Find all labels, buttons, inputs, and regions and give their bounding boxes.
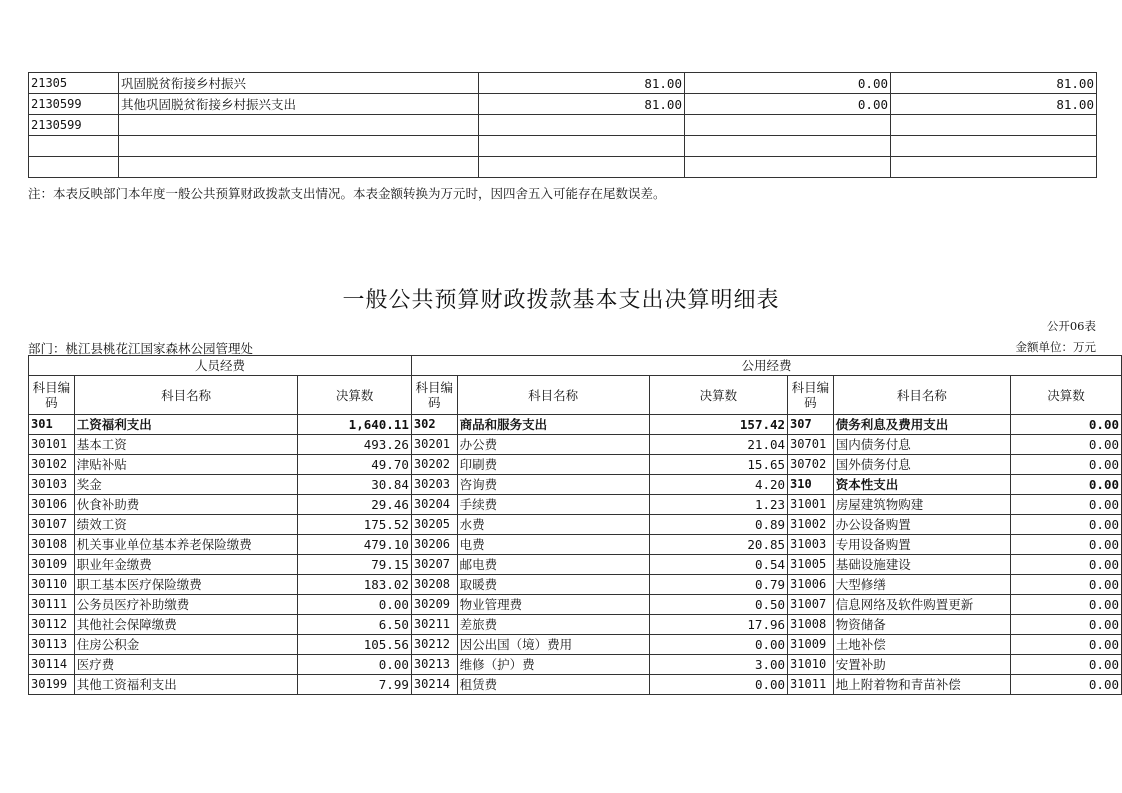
table-row <box>29 73 1097 94</box>
col-header-code: 科目编码 <box>29 376 75 415</box>
cell-c-code: 30702 <box>788 455 834 475</box>
cell-a-code: 30110 <box>29 575 75 595</box>
cell-a-code: 30106 <box>29 495 75 515</box>
cell-c-code: 31002 <box>788 515 834 535</box>
cell-a-name: 奖金 <box>74 475 298 495</box>
cell-c-code: 31001 <box>788 495 834 515</box>
cell-c-name: 土地补偿 <box>833 635 1010 655</box>
cell-b-val: 15.65 <box>649 455 787 475</box>
cell-a-val: 493.26 <box>298 435 411 455</box>
col-header-name: 科目名称 <box>74 376 298 415</box>
row-value-3: 81.00 <box>891 73 1097 94</box>
table-row <box>29 415 1122 435</box>
row-value-3: 81.00 <box>891 94 1097 115</box>
row-value-2: 0.00 <box>685 73 891 94</box>
row-name: 巩固脱贫衔接乡村振兴 <box>119 73 479 94</box>
cell-b-val: 0.79 <box>649 575 787 595</box>
cell-c-code: 31009 <box>788 635 834 655</box>
cell-c-code: 31006 <box>788 575 834 595</box>
row-value-1: 81.00 <box>479 73 685 94</box>
cell-b-code: 30212 <box>411 635 457 655</box>
cell-b-name: 租赁费 <box>457 675 649 695</box>
cell-a-code: 30101 <box>29 435 75 455</box>
cell-b-code: 30211 <box>411 615 457 635</box>
col-header-name: 科目名称 <box>833 376 1010 415</box>
table-row <box>29 157 1097 178</box>
cell-c-name: 安置补助 <box>833 655 1010 675</box>
cell-c-val: 0.00 <box>1010 655 1121 675</box>
cell-c-code: 30701 <box>788 435 834 455</box>
table-row <box>29 595 1122 615</box>
cell-a-name: 绩效工资 <box>74 515 298 535</box>
page-title: 一般公共预算财政拨款基本支出决算明细表 <box>342 288 780 313</box>
cell-b-code: 30204 <box>411 495 457 515</box>
cell-c-val: 0.00 <box>1010 595 1121 615</box>
cell-b-val: 0.00 <box>649 675 787 695</box>
cell-c-val: 0.00 <box>1010 675 1121 695</box>
cell-b-name: 印刷费 <box>457 455 649 475</box>
row-code: 21305 <box>29 73 119 94</box>
cell-b-name: 商品和服务支出 <box>457 415 649 435</box>
col-header-code: 科目编码 <box>788 376 834 415</box>
cell-b-code: 30209 <box>411 595 457 615</box>
cell-b-val: 3.00 <box>649 655 787 675</box>
cell-b-name: 因公出国（境）费用 <box>457 635 649 655</box>
table-note: 注：本表反映部门本年度一般公共预算财政拨款支出情况。本表金额转换为万元时，因四舍五入可能存在尾数误差。 <box>28 186 666 201</box>
cell-c-name: 国外债务付息 <box>833 455 1010 475</box>
amount-unit-label: 金额单位：万元 <box>1015 340 1096 354</box>
cell-b-code: 30214 <box>411 675 457 695</box>
cell-b-val: 0.00 <box>649 635 787 655</box>
col-header-code: 科目编码 <box>411 376 457 415</box>
row-name <box>119 157 479 178</box>
cell-a-val: 30.84 <box>298 475 411 495</box>
cell-a-code: 30114 <box>29 655 75 675</box>
col-header-name: 科目名称 <box>457 376 649 415</box>
cell-b-name: 办公费 <box>457 435 649 455</box>
table-row <box>29 94 1097 115</box>
cell-c-code: 31008 <box>788 615 834 635</box>
row-value-3 <box>891 115 1097 136</box>
cell-c-code: 31011 <box>788 675 834 695</box>
row-value-2 <box>685 157 891 178</box>
cell-a-val: 79.15 <box>298 555 411 575</box>
cell-c-code: 307 <box>788 415 834 435</box>
cell-c-code: 31005 <box>788 555 834 575</box>
cell-a-code: 30111 <box>29 595 75 615</box>
row-name <box>119 115 479 136</box>
cell-a-code: 30113 <box>29 635 75 655</box>
cell-c-val: 0.00 <box>1010 635 1121 655</box>
table-row <box>29 675 1122 695</box>
cell-b-code: 302 <box>411 415 457 435</box>
cell-a-name: 职业年金缴费 <box>74 555 298 575</box>
cell-c-code: 31007 <box>788 595 834 615</box>
cell-c-name: 办公设备购置 <box>833 515 1010 535</box>
cell-c-name: 国内债务付息 <box>833 435 1010 455</box>
cell-b-code: 30205 <box>411 515 457 535</box>
cell-a-code: 30109 <box>29 555 75 575</box>
cell-a-val: 175.52 <box>298 515 411 535</box>
cell-c-val: 0.00 <box>1010 495 1121 515</box>
cell-b-name: 取暖费 <box>457 575 649 595</box>
cell-c-val: 0.00 <box>1010 455 1121 475</box>
cell-b-val: 157.42 <box>649 415 787 435</box>
cell-b-code: 30206 <box>411 535 457 555</box>
cell-b-code: 30203 <box>411 475 457 495</box>
cell-c-val: 0.00 <box>1010 515 1121 535</box>
cell-c-code: 31003 <box>788 535 834 555</box>
row-code: 2130599 <box>29 115 119 136</box>
cell-a-name: 津贴补贴 <box>74 455 298 475</box>
cell-c-name: 资本性支出 <box>833 475 1010 495</box>
cell-b-code: 30207 <box>411 555 457 575</box>
cell-a-name: 公务员医疗补助缴费 <box>74 595 298 615</box>
cell-a-name: 其他社会保障缴费 <box>74 615 298 635</box>
cell-b-name: 水费 <box>457 515 649 535</box>
expenditure-summary-table <box>28 72 1097 178</box>
cell-a-code: 301 <box>29 415 75 435</box>
cell-c-name: 专用设备购置 <box>833 535 1010 555</box>
cell-c-val: 0.00 <box>1010 535 1121 555</box>
cell-a-val: 479.10 <box>298 535 411 555</box>
cell-a-val: 7.99 <box>298 675 411 695</box>
cell-a-name: 工资福利支出 <box>74 415 298 435</box>
cell-a-code: 30107 <box>29 515 75 535</box>
table-row <box>29 535 1122 555</box>
table-row <box>29 575 1122 595</box>
cell-a-code: 30102 <box>29 455 75 475</box>
cell-b-code: 30213 <box>411 655 457 675</box>
cell-b-val: 0.54 <box>649 555 787 575</box>
row-value-2 <box>685 115 891 136</box>
table-row <box>29 136 1097 157</box>
cell-a-val: 183.02 <box>298 575 411 595</box>
cell-b-val: 1.23 <box>649 495 787 515</box>
row-value-1 <box>479 115 685 136</box>
form-number: 公开06表 <box>1046 319 1096 333</box>
table-row <box>29 635 1122 655</box>
table-row <box>29 515 1122 535</box>
col-header-amount: 决算数 <box>649 376 787 415</box>
cell-b-val: 17.96 <box>649 615 787 635</box>
cell-a-val: 0.00 <box>298 655 411 675</box>
cell-a-name: 伙食补助费 <box>74 495 298 515</box>
cell-a-code: 30112 <box>29 615 75 635</box>
cell-b-name: 邮电费 <box>457 555 649 575</box>
col-header-amount: 决算数 <box>298 376 411 415</box>
cell-c-name: 房屋建筑物购建 <box>833 495 1010 515</box>
cell-a-name: 其他工资福利支出 <box>74 675 298 695</box>
row-value-2 <box>685 136 891 157</box>
table-row <box>29 495 1122 515</box>
row-value-1: 81.00 <box>479 94 685 115</box>
cell-c-val: 0.00 <box>1010 415 1121 435</box>
table-row <box>29 115 1097 136</box>
cell-a-name: 医疗费 <box>74 655 298 675</box>
personnel-expense-header: 人员经费 <box>29 356 412 376</box>
cell-b-val: 4.20 <box>649 475 787 495</box>
cell-a-name: 住房公积金 <box>74 635 298 655</box>
cell-a-code: 30199 <box>29 675 75 695</box>
row-name <box>119 136 479 157</box>
table-row <box>29 555 1122 575</box>
col-header-amount: 决算数 <box>1010 376 1121 415</box>
row-code: 2130599 <box>29 94 119 115</box>
cell-b-val: 20.85 <box>649 535 787 555</box>
cell-b-val: 21.04 <box>649 435 787 455</box>
table-row <box>29 475 1122 495</box>
cell-c-val: 0.00 <box>1010 555 1121 575</box>
cell-a-val: 0.00 <box>298 595 411 615</box>
cell-b-name: 物业管理费 <box>457 595 649 615</box>
cell-c-name: 基础设施建设 <box>833 555 1010 575</box>
row-name: 其他巩固脱贫衔接乡村振兴支出 <box>119 94 479 115</box>
public-expense-header: 公用经费 <box>411 356 1121 376</box>
cell-b-code: 30202 <box>411 455 457 475</box>
cell-c-val: 0.00 <box>1010 575 1121 595</box>
table-row <box>29 615 1122 635</box>
table-row <box>29 435 1122 455</box>
row-code <box>29 157 119 178</box>
row-value-3 <box>891 136 1097 157</box>
cell-a-val: 49.70 <box>298 455 411 475</box>
cell-b-code: 30201 <box>411 435 457 455</box>
cell-b-name: 手续费 <box>457 495 649 515</box>
cell-a-val: 105.56 <box>298 635 411 655</box>
cell-a-name: 职工基本医疗保险缴费 <box>74 575 298 595</box>
cell-b-name: 电费 <box>457 535 649 555</box>
table-row <box>29 455 1122 475</box>
cell-a-val: 1,640.11 <box>298 415 411 435</box>
cell-c-val: 0.00 <box>1010 435 1121 455</box>
cell-b-name: 咨询费 <box>457 475 649 495</box>
cell-c-name: 债务利息及费用支出 <box>833 415 1010 435</box>
row-value-1 <box>479 136 685 157</box>
cell-c-name: 信息网络及软件购置更新 <box>833 595 1010 615</box>
cell-c-val: 0.00 <box>1010 475 1121 495</box>
row-value-2: 0.00 <box>685 94 891 115</box>
cell-b-code: 30208 <box>411 575 457 595</box>
row-code <box>29 136 119 157</box>
cell-a-val: 6.50 <box>298 615 411 635</box>
cell-a-name: 基本工资 <box>74 435 298 455</box>
cell-c-name: 物资储备 <box>833 615 1010 635</box>
cell-c-val: 0.00 <box>1010 615 1121 635</box>
basic-expenditure-detail-table <box>28 355 1122 695</box>
cell-a-code: 30108 <box>29 535 75 555</box>
cell-b-val: 0.50 <box>649 595 787 615</box>
row-value-3 <box>891 157 1097 178</box>
cell-c-name: 地上附着物和青苗补偿 <box>833 675 1010 695</box>
table-row <box>29 655 1122 675</box>
cell-b-val: 0.89 <box>649 515 787 535</box>
cell-a-val: 29.46 <box>298 495 411 515</box>
cell-a-code: 30103 <box>29 475 75 495</box>
cell-b-name: 维修（护）费 <box>457 655 649 675</box>
cell-c-code: 310 <box>788 475 834 495</box>
row-value-1 <box>479 157 685 178</box>
cell-c-name: 大型修缮 <box>833 575 1010 595</box>
cell-b-name: 差旅费 <box>457 615 649 635</box>
cell-c-code: 31010 <box>788 655 834 675</box>
department-label: 部门：桃江县桃花江国家森林公园管理处 <box>28 341 254 356</box>
cell-a-name: 机关事业单位基本养老保险缴费 <box>74 535 298 555</box>
